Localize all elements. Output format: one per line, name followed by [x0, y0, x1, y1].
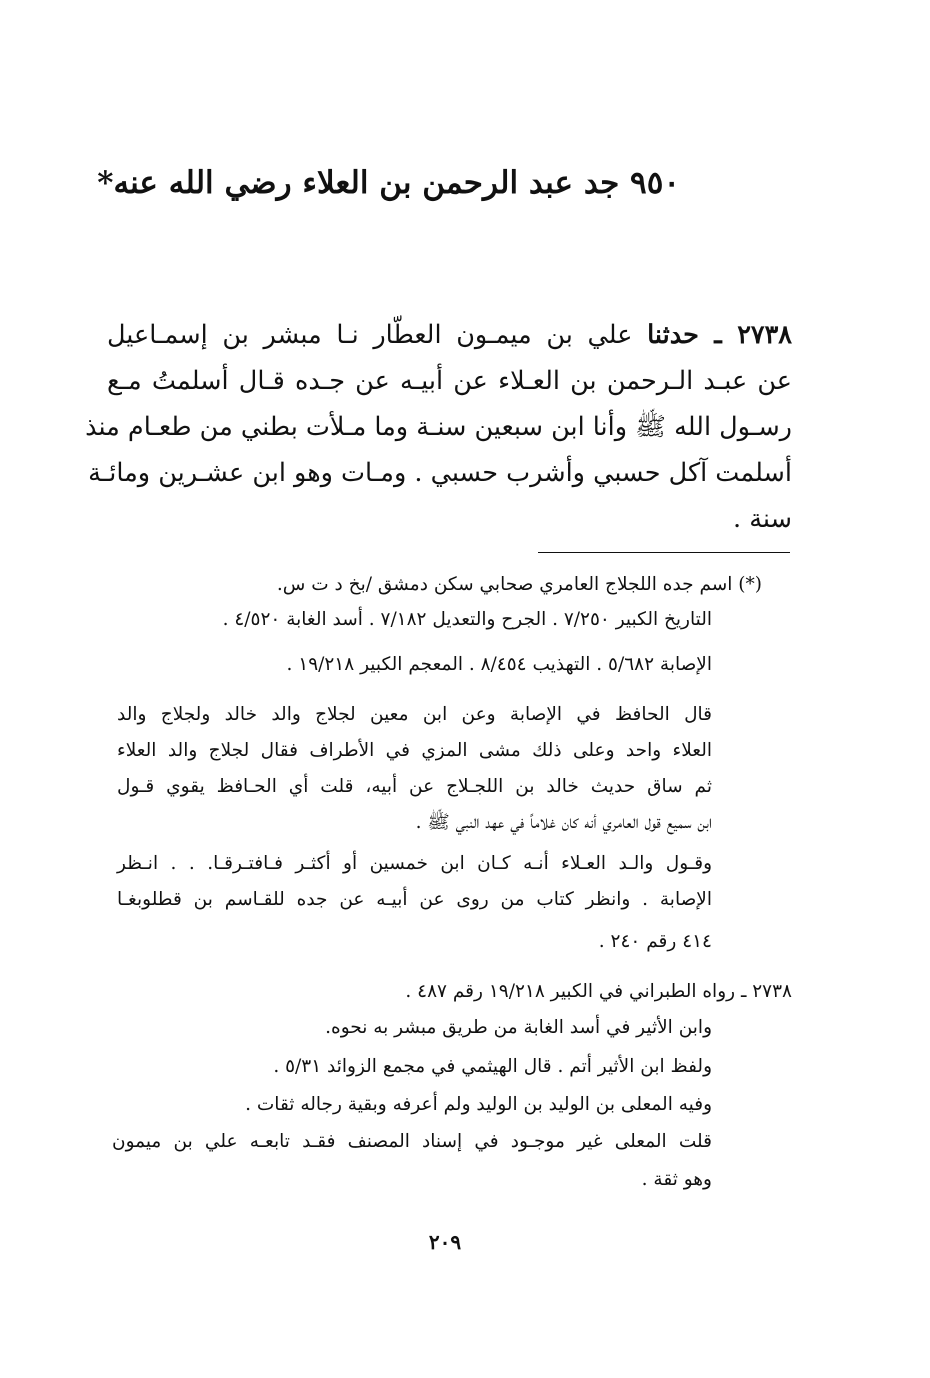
commentary-line-2: العلاء واحد وعلى ذلك مشى المزي في الأطراف فقال لجلاج والد العلاء	[117, 740, 712, 761]
hadith-line-1	[107, 312, 792, 358]
hadith-note-line-1: ٢٧٣٨ ـ رواه الطبراني في الكبير ١٩/٢١٨ رقم ٤٨٧ .	[405, 981, 792, 1002]
hadith-line-2: عن عبـد الـرحمن بن العـلاء عن أبيـه عن جـده قـال أسلمتُ مـع	[107, 366, 792, 396]
page-number: ٢٠٩	[428, 1230, 462, 1254]
hadith-line-5: سنة .	[733, 504, 792, 534]
star-note-line-2: التاريخ الكبير ٧/٢٥٠ . الجرح والتعديل ٧/١٨٢ . أسد الغابة ٤/٥٢٠ .	[222, 609, 712, 630]
hadith-note-line-3: ولفظ ابن الأثير أتم . قال الهيثمي في مجمع الزوائد ٥/٣١ .	[273, 1056, 712, 1077]
hadith-line-3: رسـول الله ﷺ وأنا ابن سبعين سنـة وما مـلأت بطني من طعـام منذ	[85, 412, 792, 442]
hadith-note-line-5: قلت المعلى غير موجـود في إسناد المصنف فقـد تابعـه علي بن ميمون	[112, 1131, 712, 1152]
commentary-line-5: وقـول والـد العـلاء أنـه كـان ابن خمسين أو أكثـر فـافتـرقـا. . . انـظر	[117, 853, 712, 874]
hadith-line-1-text: علي بن ميمـون العطّار نـا مبشر بن إسمـاعيل	[107, 320, 633, 350]
commentary-line-6: الإصابة . وانظر كتاب من روى عن أبيـه عن جده للقـاسم بن قطلوبغـا	[117, 889, 712, 910]
hadith-note-line-6: وهو ثقة .	[641, 1169, 712, 1190]
commentary-line-1: قال الحافظ في الإصابة وعن ابن معين لجلاج والد خالد ولجلاج والد	[117, 704, 712, 725]
hadith-note-line-4: وفيه المعلى بن الوليد بن الوليد ولم أعرفه وبقية رجاله ثقات .	[245, 1094, 712, 1115]
star-note-line-3: الإصابة ٥/٦٨٢ . التهذيب ٨/٤٥٤ . المعجم الكبير ١٩/٢١٨ .	[286, 654, 712, 675]
hadith-number: ٢٧٣٨ ـ حدثنا	[647, 320, 793, 350]
hadith-line-4: أسلمت آكل حسبي وأشرب حسبي . ومـات وهو ابن عشـرين ومائـة	[88, 458, 792, 488]
hadith-note-line-2: وابن الأثير في أسد الغابة من طريق مبشر به نحوه.	[325, 1017, 712, 1038]
star-note-line-1: (*) اسم جده اللجلاج العامري صحابي سكن دمشق /بخ د ت س.	[276, 574, 762, 595]
commentary-line-4: ابن سميع قول العامري أنه كان غلاماً في عهد النبي ﷺ .	[415, 812, 712, 833]
footnote-separator	[538, 552, 790, 553]
commentary-line-3: ثم ساق حديث خالد بن اللجـلاج عن أبيه، قلت أي الحـافظ يقوي قـول	[117, 776, 712, 797]
chapter-heading: ٩٥٠ جد عبد الرحمن بن العلاء رضي الله عنه*	[97, 165, 680, 201]
commentary-line-7: ٤١٤ رقم ٢٤٠ .	[598, 931, 712, 952]
